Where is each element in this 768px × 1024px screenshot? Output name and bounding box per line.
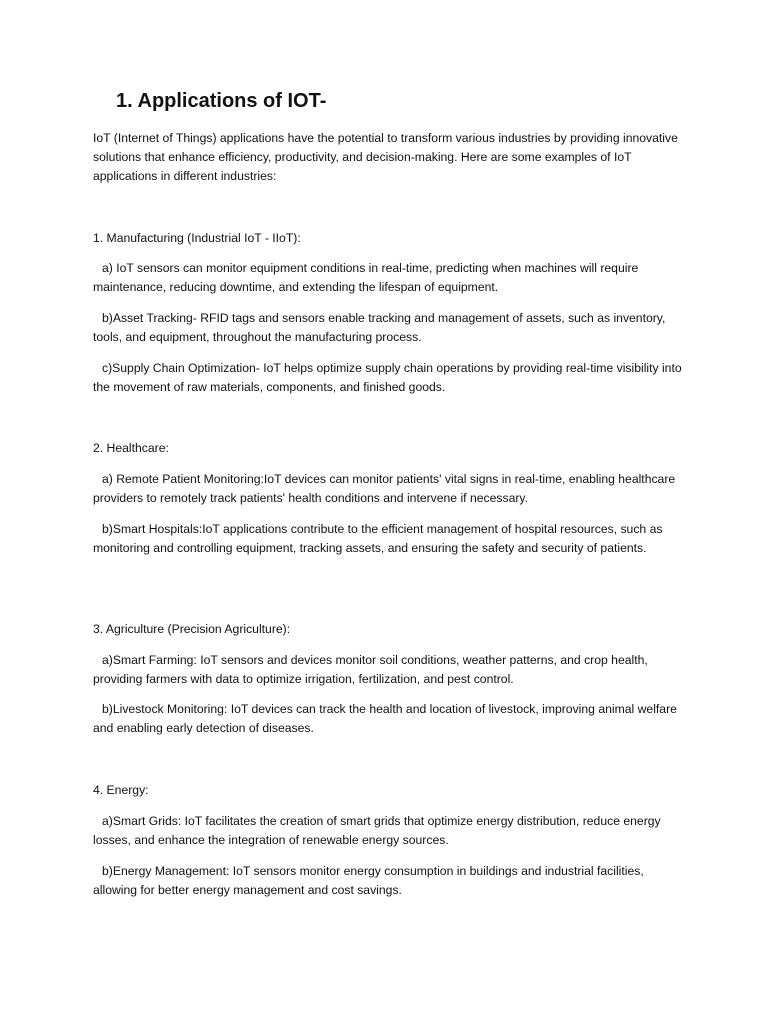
list-item: c)Supply Chain Optimization- IoT helps optimize supply chain operations by providing real-time visibility into the movement of raw materials, components, and finished goods. xyxy=(93,361,682,394)
intro-paragraph: IoT (Internet of Things) applications have the potential to transform various industries by providing innovative solutions that enhance efficiency, productivity, and decision-making. Here are some examples of IoT applications in different industries: xyxy=(93,131,678,183)
list-item: b)Energy Management: IoT sensors monitor energy consumption in buildings and industrial facilities, allowing for better energy management and cost savings. xyxy=(93,864,644,897)
list-item: b)Livestock Monitoring: IoT devices can track the health and location of livestock, improving animal welfare and enabling early detection of diseases. xyxy=(93,702,677,735)
list-item: b)Asset Tracking- RFID tags and sensors enable tracking and management of assets, such as inventory, tools, and equipment, throughout the manufacturing process. xyxy=(93,311,666,344)
section-heading-manufacturing: 1. Manufacturing (Industrial IoT - IIoT): xyxy=(93,231,301,245)
list-item: b)Smart Hospitals:IoT applications contribute to the efficient management of hospital resources, such as monitoring and controlling equipment, tracking assets, and ensuring the safety and security of patients. xyxy=(93,522,663,555)
list-item: a)Smart Grids: IoT facilitates the creation of smart grids that optimize energy distribution, reduce energy losses, and enhance the integration of renewable energy sources. xyxy=(93,814,661,847)
page-title: 1. Applications of IOT- xyxy=(116,90,327,112)
list-item: a)Smart Farming: IoT sensors and devices monitor soil conditions, weather patterns, and crop health, providing farmers with data to optimize irrigation, fertilization, and pest control. xyxy=(93,653,648,686)
section-heading-agriculture: 3. Agriculture (Precision Agriculture): xyxy=(93,622,291,636)
list-item: a) Remote Patient Monitoring:IoT devices can monitor patients' vital signs in real-time, enabling healthcare providers to remotely track patients' health conditions and intervene if necessary. xyxy=(93,472,676,505)
list-item: a) IoT sensors can monitor equipment conditions in real-time, predicting when machines will require maintenance, reducing downtime, and extending the lifespan of equipment. xyxy=(93,261,639,294)
section-heading-energy: 4. Energy: xyxy=(93,783,149,797)
section-heading-healthcare: 2. Healthcare: xyxy=(93,441,169,455)
